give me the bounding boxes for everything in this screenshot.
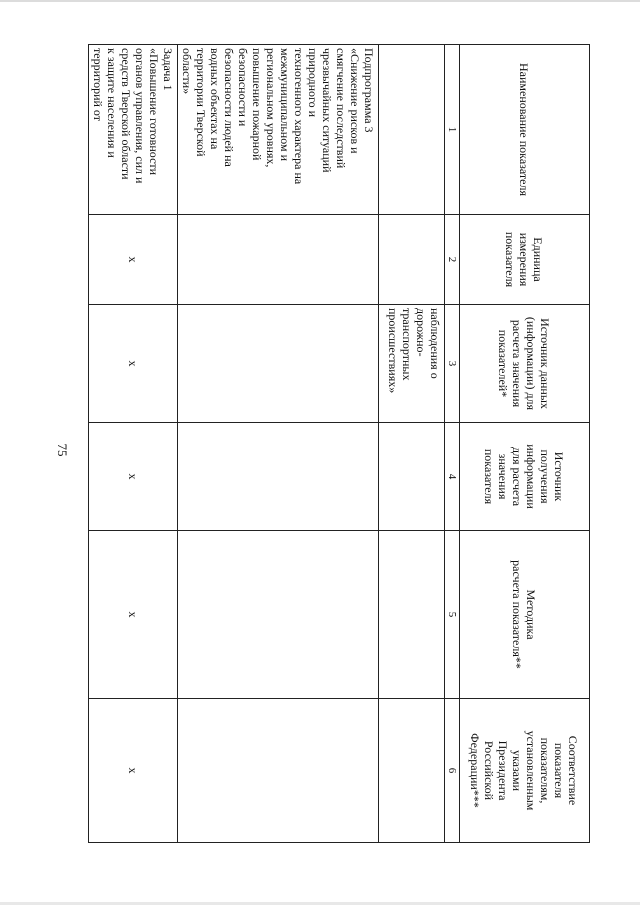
header-presidential-compliance: Соответствие показателя показателям, установленным указами Президента Российской Федерации***: [460, 699, 590, 843]
column-number: 3: [445, 305, 460, 423]
table-cell: [178, 423, 379, 531]
table-cell: [379, 699, 445, 843]
table-cell: х: [89, 699, 178, 843]
column-number: 5: [445, 531, 460, 699]
table-row: [178, 45, 379, 843]
table-cell: [379, 531, 445, 699]
table-header-row: [460, 45, 590, 843]
table-cell: Задача 1 «Повышение готовности органов управления, сил и средств Тверской области к защите населения и территорий от: [89, 45, 178, 215]
table-cell: [178, 699, 379, 843]
table-cell: [178, 531, 379, 699]
indicator-table: [88, 44, 590, 843]
table-cell: х: [89, 423, 178, 531]
table-row: [379, 45, 445, 843]
table-row: [89, 45, 178, 843]
header-unit: Единица измерения показателя: [460, 215, 590, 305]
table-cell: [379, 423, 445, 531]
table-cell: [178, 305, 379, 423]
column-number: 1: [445, 45, 460, 215]
table-cell: [379, 215, 445, 305]
table-cell: Подпрограмма 3 «Снижение рисков и смягчение последствий чрезвычайных ситуаций природного и техногенного характера на межмуниципальном и региональном уровнях, повышение пожарной безопасности и безопасности людей на водных объектах на территории Тверской области»: [178, 45, 379, 215]
indicator-table-wrapper: [91, 44, 590, 842]
table-cell: [178, 215, 379, 305]
table-cell: [379, 45, 445, 215]
column-number: 6: [445, 699, 460, 843]
header-data-source: Источник данных (информации) для расчета значения показателей*: [460, 305, 590, 423]
column-number: 2: [445, 215, 460, 305]
table-cell: наблюдения о дорожно- транспортных происшествиях»: [379, 305, 445, 423]
column-number-row: [445, 45, 460, 843]
page-number: 75: [55, 443, 70, 457]
header-method: Методика расчета показателя**: [460, 531, 590, 699]
table-cell: х: [89, 531, 178, 699]
scan-edge-top: [0, 0, 640, 2]
header-indicator-name: Наименование показателя: [460, 45, 590, 215]
column-number: 4: [445, 423, 460, 531]
table-cell: х: [89, 215, 178, 305]
table-cell: х: [89, 305, 178, 423]
header-info-source: Источник получения информации для расчета значения показателя: [460, 423, 590, 531]
